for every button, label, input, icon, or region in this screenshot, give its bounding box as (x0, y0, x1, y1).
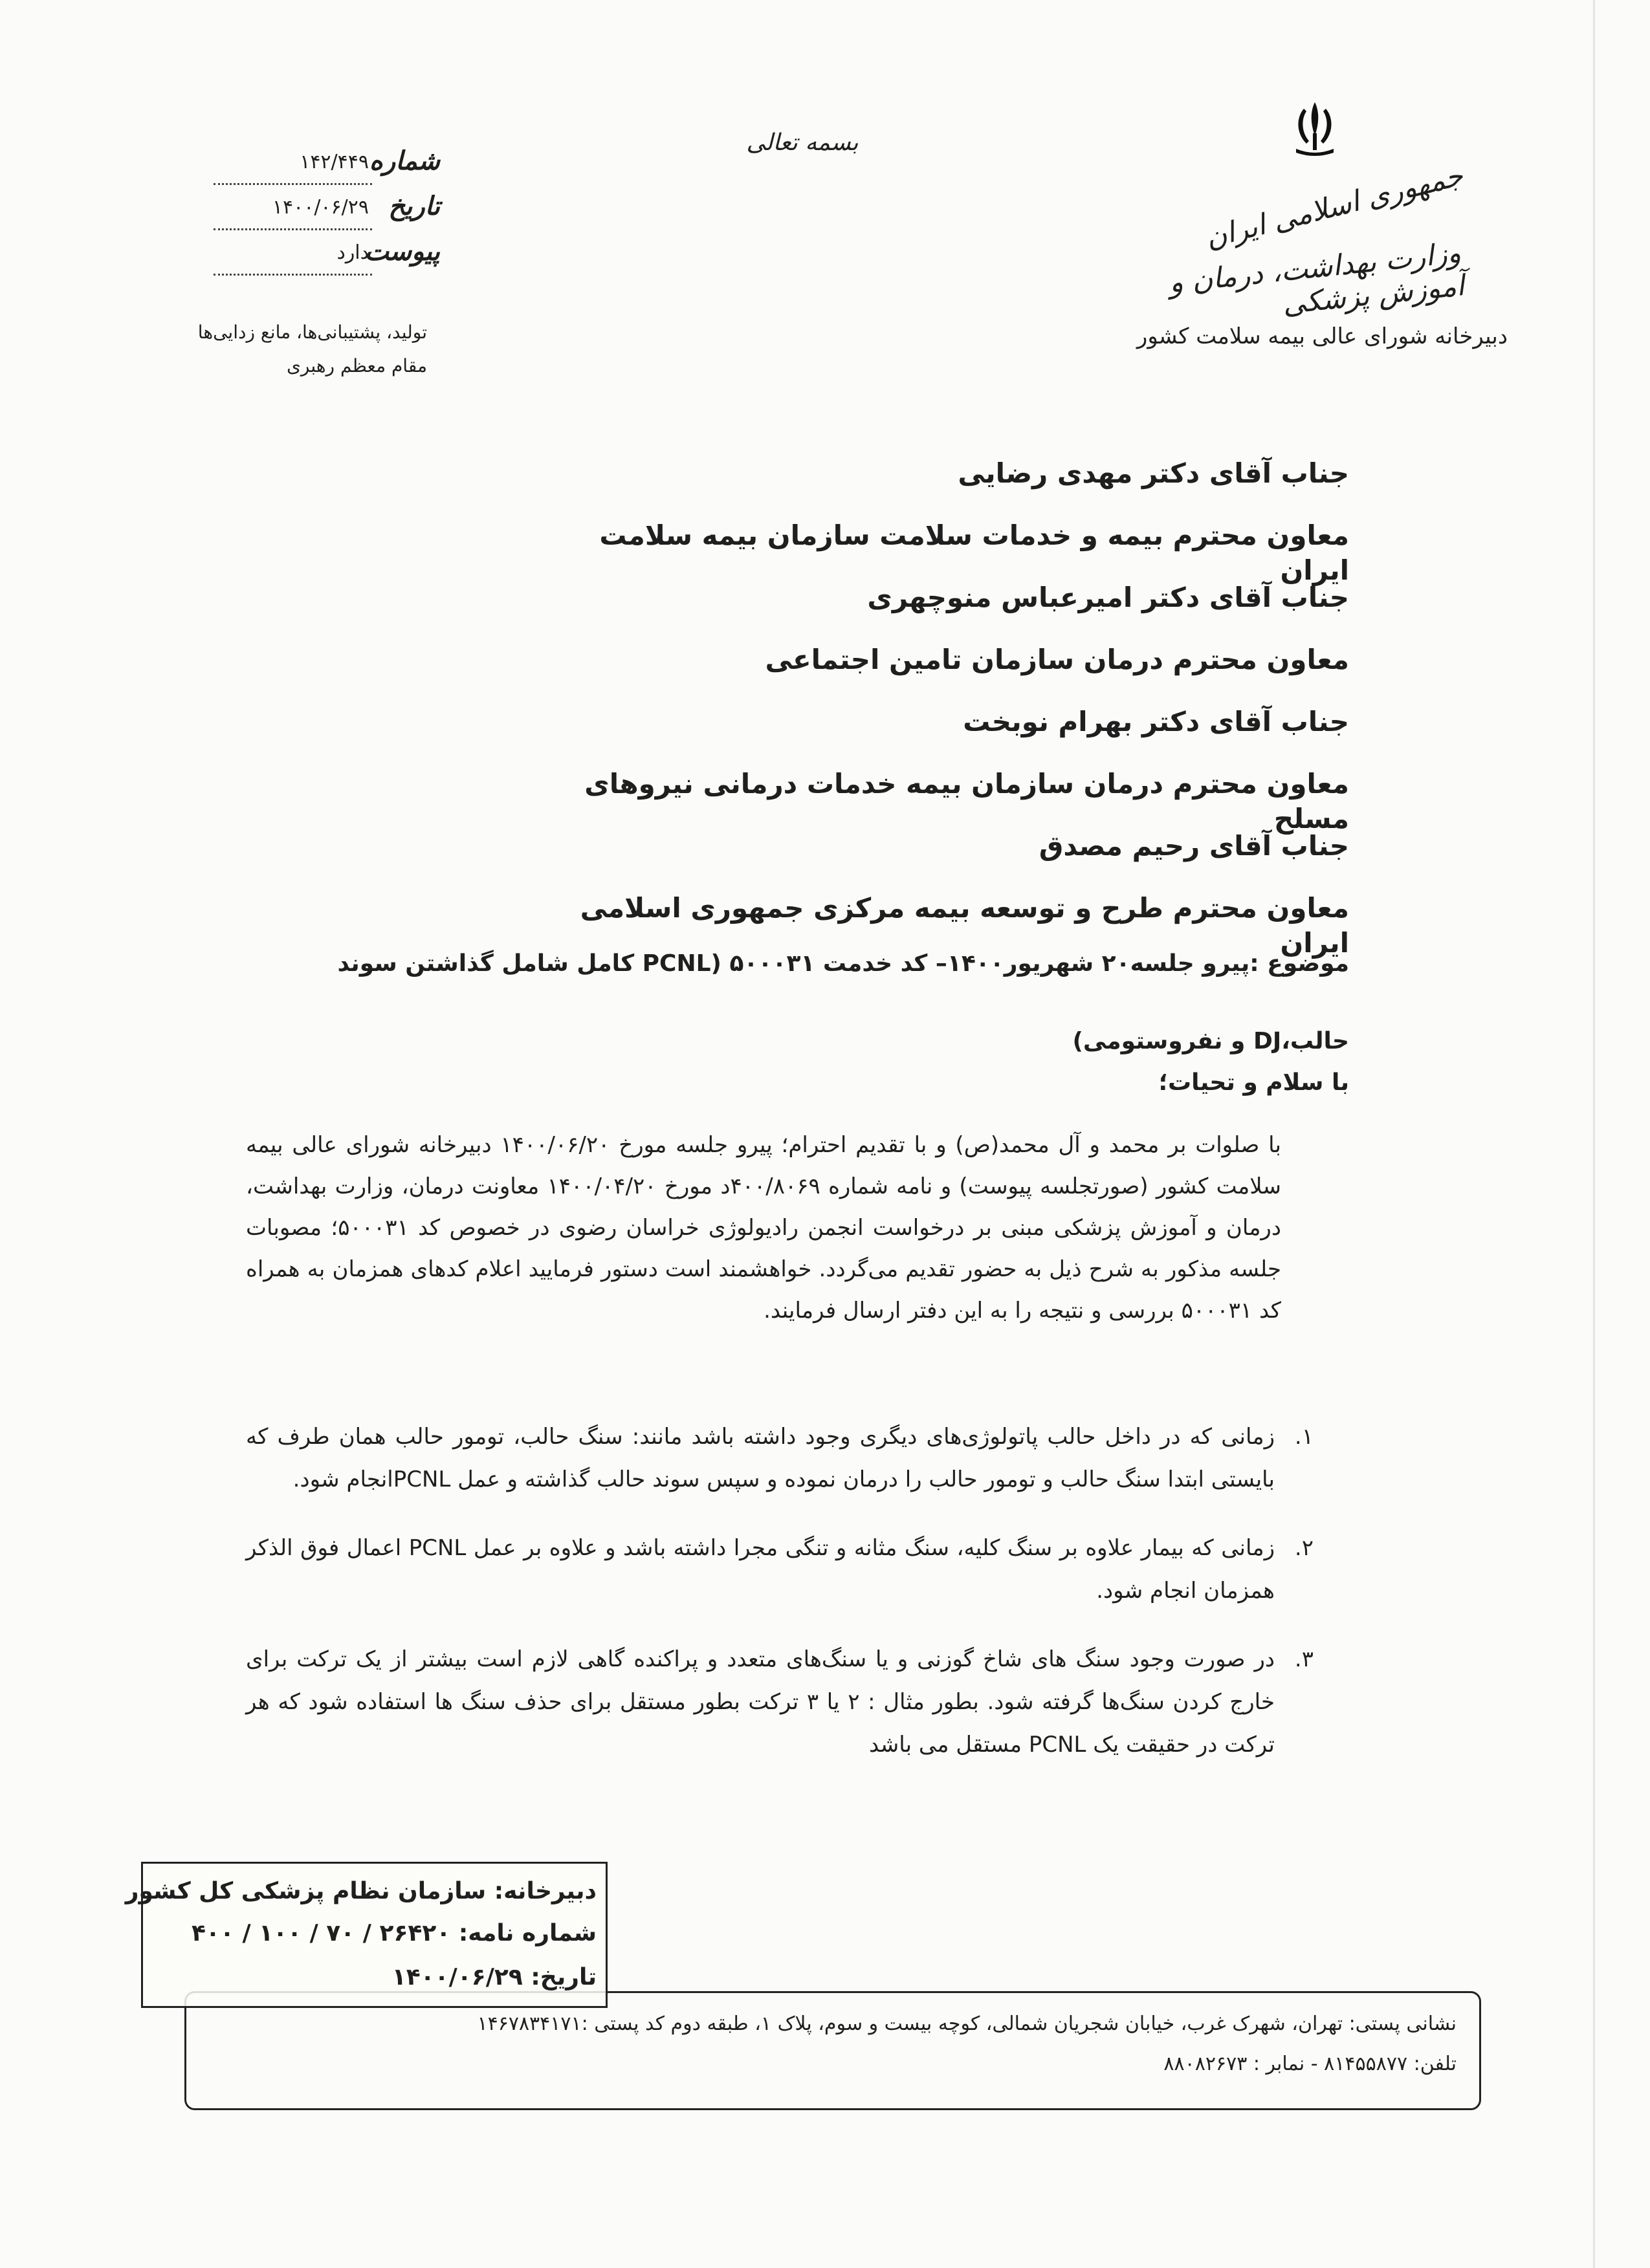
list-item (246, 1527, 1314, 1612)
ministry-republic-text: جمهوری اسلامی ایران (1202, 158, 1467, 255)
recipient-line: معاون محترم طرح و توسعه بیمه مرکزی جمهوری اسلامی ایران (580, 892, 1349, 959)
slogan (142, 316, 427, 383)
stamp-secretariat: دبیرخانه: سازمان نظام پزشکی کل کشور (125, 1878, 597, 1904)
ministry-name-text: وزارت بهداشت، درمان و آموزش پزشکی (1167, 236, 1466, 322)
list-item-text: در صورت وجود سنگ های شاخ گوزنی و یا سنگ‌های متعدد و پراکنده گاهی لازم است بیشتر از یک ترکت برای خارج کردن سنگ‌ها گرفته شود. بطور مثال : ۲ یا ۳ ترکت بطور مستقل برای حذف سنگ ها استفاده شود که هر ترکت در حقیقت یک PCNL مستقل می باشد (246, 1646, 1275, 1758)
meta-dotted-line (214, 228, 372, 230)
list-item (246, 1415, 1314, 1501)
meta-dotted-line (214, 274, 372, 276)
subject-line: موضوع :پیرو جلسه۲۰ شهریور۱۴۰۰– کد خدمت ۵۰۰۰۳۱ (PCNL کامل شامل گذاشتن سوند حالب،DJ و نفروستومی) (337, 950, 1349, 1054)
list-item-number: ۳. (1294, 1646, 1314, 1672)
list-item-text: زمانی که در داخل حالب پاتولوژی‌های دیگری وجود داشته باشد مانند: سنگ حالب، تومور حالب همان طرف که بایستی ابتدا سنگ حالب و تومور حالب را درمان نموده و سپس سوند حالب گذاشته و عمل PCNLانجام شود. (246, 1424, 1275, 1492)
stamp-date: تاریخ: ۱۴۰۰/۰۶/۲۹ (391, 1964, 597, 1990)
recipient-line: جناب آقای دکتر امیرعباس منوچهری (867, 582, 1349, 613)
slogan-attribution: مقام معظم رهبری (286, 355, 427, 376)
slogan-text: تولید، پشتیبانی‌ها، مانع زدایی‌ها (197, 322, 427, 343)
meta-number-value: ۱۴۲/۴۴۹ (300, 151, 369, 173)
meta-date-value: ۱۴۰۰/۰۶/۲۹ (272, 196, 369, 219)
intro-paragraph: با صلوات بر محمد و آل محمد(ص) و با تقدیم احترام؛ پیرو جلسه مورخ ۱۴۰۰/۰۶/۲۰ دبیرخانه شورای عالی بیمه سلامت کشور (صورتجلسه پیوست) و نامه شماره ۴۰۰/۸۰۶۹د مورخ ۱۴۰۰/۰۴/۲۰ معاونت درمان، وزارت بهداشت، درمان و آموزش پزشکی مبنی بر درخواست انجمن رادیولوژی خراسان رضوی در خصوص کد ۵۰۰۰۳۱؛ مصوبات جلسه مذکور به شرح ذیل به حضور تقدیم می‌گردد. خواهشمند است دستور فرمایید اعلام کدهای همزمان به همراه کد ۵۰۰۰۳۱ بررسی و نتیجه را به این دفتر ارسال فرمایند. (246, 1132, 1282, 1324)
letter-meta (207, 146, 440, 288)
meta-date-label: تاریخ (388, 191, 440, 221)
meta-number-label: شماره (369, 146, 440, 176)
recipients-block (531, 456, 1349, 959)
meta-number-row (207, 146, 440, 184)
recipient-line: جناب آقای رحیم مصدق (1039, 830, 1349, 862)
footer-phone: تلفن: ۸۱۴۵۵۸۷۷ - نمابر : ۸۸۰۸۲۶۷۳ (1163, 2053, 1457, 2075)
greeting: با سلام و تحیات؛ (1158, 1069, 1349, 1096)
meta-attachment-row (207, 236, 440, 275)
received-stamp (125, 1862, 608, 2008)
recipient-line: معاون محترم درمان سازمان تامین اجتماعی (765, 644, 1349, 675)
recipient-line: جناب آقای دکتر بهرام نوبخت (963, 706, 1349, 737)
ministry-logotype (1100, 158, 1467, 322)
resolution-list (246, 1415, 1314, 1792)
bismillah: بسمه تعالی (746, 129, 859, 156)
meta-attachment-label: پیوست (364, 236, 440, 267)
list-item-number: ۱. (1294, 1424, 1314, 1450)
recipient-line: معاون محترم بیمه و خدمات سلامت سازمان بیمه سلامت ایران (599, 519, 1349, 586)
stamp-letter-number: شماره نامه: ۲۶۴۲۰ / ۷۰ / ۱۰۰ / ۴۰۰ (192, 1920, 597, 1946)
meta-date-row (207, 191, 440, 230)
paper-fold-line (1593, 0, 1595, 2268)
footer-address: نشانی پستی: تهران، شهرک غرب، خیابان شجریان شمالی، کوچه بیست و سوم، پلاک ۱، طبقه دوم کد پستی :۱۴۶۷۸۳۴۱۷۱ (477, 2012, 1457, 2035)
list-item-text: زمانی که بیمار علاوه بر سنگ کلیه، سنگ مثانه و تنگی مجرا داشته باشد و علاوه بر عمل PCNL اعمال فوق الذکر همزمان انجام شود. (246, 1535, 1275, 1604)
issuer-secretariat: دبیرخانه شورای عالی بیمه سلامت کشور (1136, 323, 1508, 349)
list-item (246, 1638, 1314, 1766)
recipient-line: معاون محترم درمان سازمان بیمه خدمات درمانی نیروهای مسلح (584, 768, 1349, 834)
recipient-line: جناب آقای دکتر مهدی رضایی (958, 457, 1349, 489)
meta-dotted-line (214, 183, 372, 185)
footer-contact-box (184, 1991, 1481, 2110)
iran-emblem-icon (1284, 97, 1346, 158)
meta-attachment-value: دارد (336, 241, 369, 264)
list-item-number: ۲. (1294, 1535, 1314, 1561)
